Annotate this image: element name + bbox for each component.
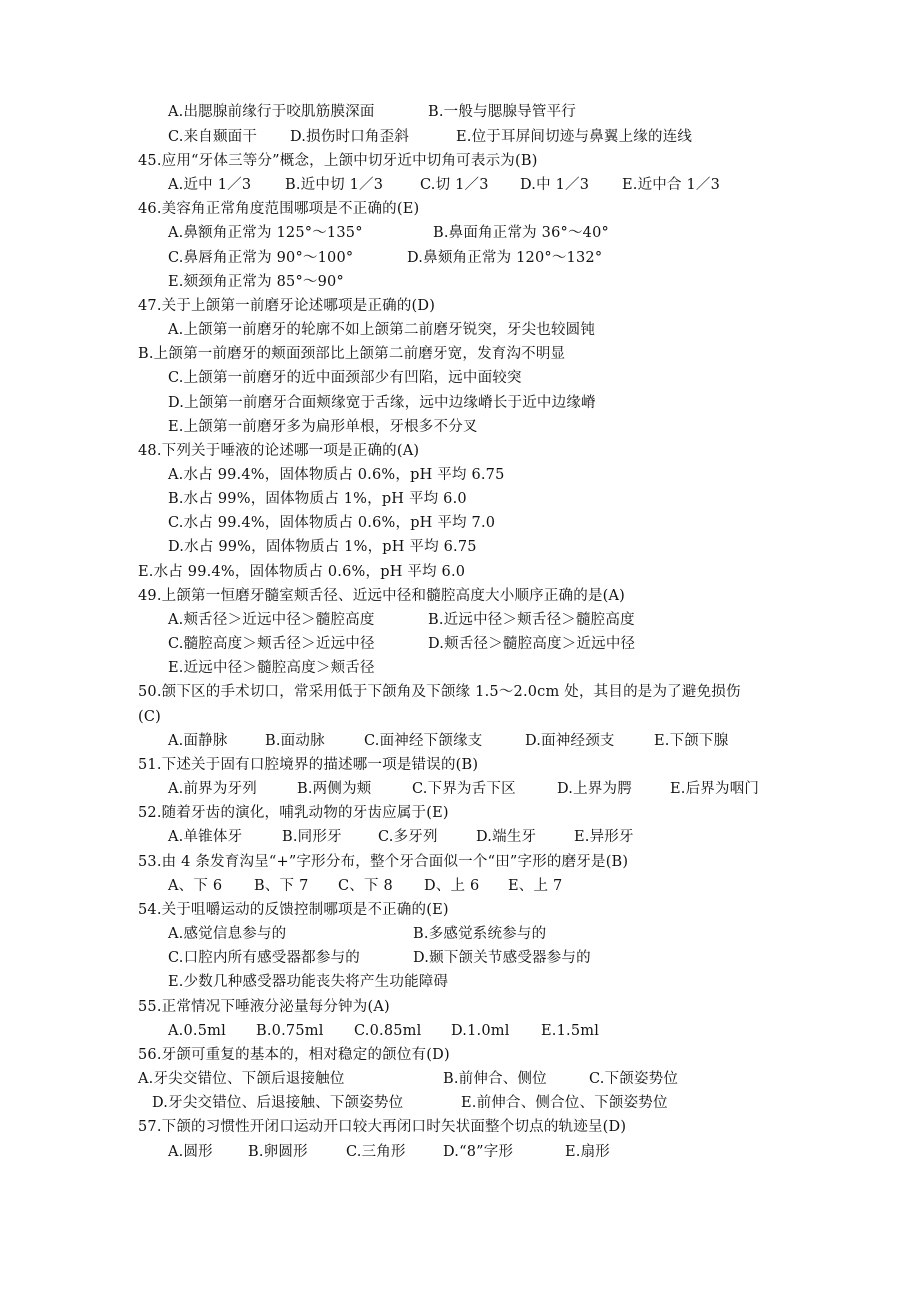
option-text: C.下颌姿势位 xyxy=(589,1071,679,1087)
option-text: A.鼻额角正常为 125°～135° xyxy=(168,225,363,241)
question-text: 48.下列关于唾液的论述哪一项是正确的(A) xyxy=(138,443,420,459)
option-text: C.下界为舌下区 xyxy=(412,781,516,797)
option-text: B.多感觉系统参与的 xyxy=(413,926,547,942)
option-text: A.面静脉 xyxy=(168,733,228,749)
option-text: A、下 6 xyxy=(168,878,223,894)
option-text: E.后界为咽门 xyxy=(670,781,760,797)
option-text: A.圆形 xyxy=(168,1144,213,1160)
option-text: E.异形牙 xyxy=(574,829,634,845)
option-text: A.0.5ml xyxy=(168,1023,226,1039)
option-text: B.卵圆形 xyxy=(248,1144,308,1160)
option-text: C.髓腔高度＞颊舌径＞近远中径 xyxy=(168,636,375,652)
question-text: 51.下述关于固有口腔境界的描述哪一项是错误的(B) xyxy=(138,757,479,773)
option-text: (C) xyxy=(138,709,162,725)
question-text: 50.颌下区的手术切口，常采用低于下颌角及下颌缘 1.5～2.0cm 处，其目的是为了避免损伤 xyxy=(138,684,741,700)
option-text: D.上颌第一前磨牙合面颊缘宽于舌缘，远中边缘嵴长于近中边缘嵴 xyxy=(168,395,596,411)
option-text: C、下 8 xyxy=(338,878,393,894)
option-text: D.损伤时口角歪斜 xyxy=(290,129,410,145)
option-text: A.上颌第一前磨牙的轮廓不如上颌第二前磨牙锐突，牙尖也较圆钝 xyxy=(168,322,596,338)
option-text: C.上颌第一前磨牙的近中面颈部少有凹陷，远中面较突 xyxy=(168,370,522,386)
option-text: D.面神经颈支 xyxy=(525,733,615,749)
option-text: D.1.0ml xyxy=(451,1023,510,1039)
option-text: B.上颌第一前磨牙的颊面颈部比上颌第二前磨牙宽，发育沟不明显 xyxy=(138,346,566,362)
question-text: 47.关于上颌第一前磨牙论述哪项是正确的(D) xyxy=(138,298,436,314)
option-text: A.感觉信息参与的 xyxy=(168,926,287,942)
option-text: B.前伸合、侧位 xyxy=(443,1071,547,1087)
question-text: 56.牙颌可重复的基本的，相对稳定的颌位有(D) xyxy=(138,1047,450,1063)
question-text: 57.下颌的习惯性开闭口运动开口较大再闭口时矢状面整个切点的轨迹呈(D) xyxy=(138,1119,627,1135)
option-text: D.“8”字形 xyxy=(443,1144,514,1160)
option-text: B.近中切 1／3 xyxy=(285,177,384,193)
option-text: A.近中 1／3 xyxy=(168,177,252,193)
option-text: D.水占 99%，固体物质占 1%，pH 平均 6.75 xyxy=(168,539,477,555)
option-text: E、上 7 xyxy=(508,878,563,894)
option-text: B.近远中径＞颊舌径＞髓腔高度 xyxy=(428,612,635,628)
option-text: E.少数几种感受器功能丧失将产生功能障碍 xyxy=(168,974,449,990)
question-text: 46.美容角正常角度范围哪项是不正确的(E) xyxy=(138,201,420,217)
option-text: E.扇形 xyxy=(565,1144,610,1160)
option-text: C.切 1／3 xyxy=(420,177,489,193)
option-text: A.单锥体牙 xyxy=(168,829,243,845)
option-text: D.上界为腭 xyxy=(557,781,632,797)
option-text: D.牙尖交错位、后退接触、下颌姿势位 xyxy=(152,1095,404,1111)
option-text: B.鼻面角正常为 36°～40° xyxy=(433,225,609,241)
option-text: A.水占 99.4%，固体物质占 0.6%，pH 平均 6.75 xyxy=(168,467,505,483)
question-text: 54.关于咀嚼运动的反馈控制哪项是不正确的(E) xyxy=(138,902,449,918)
option-text: D.鼻颏角正常为 120°～132° xyxy=(407,250,603,266)
option-text: D.颊舌径＞髓腔高度＞近远中径 xyxy=(428,636,636,652)
question-text: 55.正常情况下唾液分泌量每分钟为(A) xyxy=(138,999,390,1015)
option-text: E.上颌第一前磨牙多为扁形单根，牙根多不分叉 xyxy=(168,419,478,435)
option-text: D.中 1／3 xyxy=(520,177,590,193)
option-text: C.0.85ml xyxy=(354,1023,422,1039)
question-text: 45.应用“牙体三等分”概念，上颌中切牙近中切角可表示为(B) xyxy=(138,153,538,169)
option-text: E.1.5ml xyxy=(541,1023,600,1039)
option-text: A.牙尖交错位、下颌后退接触位 xyxy=(138,1071,345,1087)
option-text: B.两侧为颊 xyxy=(297,781,372,797)
option-text: D、上 6 xyxy=(424,878,480,894)
option-text: B.面动脉 xyxy=(265,733,325,749)
option-text: E.位于耳屏间切迹与鼻翼上缘的连线 xyxy=(456,129,693,145)
option-text: E.前伸合、侧合位、下颌姿势位 xyxy=(461,1095,668,1111)
option-text: B、下 7 xyxy=(254,878,309,894)
option-text: E.近中合 1／3 xyxy=(622,177,721,193)
option-text: A.颊舌径＞近远中径＞髓腔高度 xyxy=(168,612,375,628)
option-text: C.多牙列 xyxy=(378,829,438,845)
option-text: B.0.75ml xyxy=(256,1023,324,1039)
option-text: C.三角形 xyxy=(346,1144,406,1160)
option-text: E.水占 99.4%，固体物质占 0.6%，pH 平均 6.0 xyxy=(138,564,466,580)
option-text: B.同形牙 xyxy=(282,829,342,845)
option-text: A.前界为牙列 xyxy=(168,781,257,797)
option-text: C.口腔内所有感受器都参与的 xyxy=(168,950,360,966)
option-text: C.面神经下颌缘支 xyxy=(364,733,483,749)
option-text: B.水占 99%，固体物质占 1%，pH 平均 6.0 xyxy=(168,491,467,507)
question-text: 49.上颌第一恒磨牙髓室颊舌径、近远中径和髓腔高度大小顺序正确的是(A) xyxy=(138,588,626,604)
option-text: C.来自颞面干 xyxy=(168,129,258,145)
option-text: E.近远中径＞髓腔高度＞颊舌径 xyxy=(168,660,375,676)
option-text: A.出腮腺前缘行于咬肌筋膜深面 xyxy=(168,104,375,120)
question-text: 52.随着牙齿的演化，哺乳动物的牙齿应属于(E) xyxy=(138,805,449,821)
option-text: D.端生牙 xyxy=(476,829,537,845)
question-text: 53.由 4 条发育沟呈“+”字形分布，整个牙合面似一个“田”字形的磨牙是(B) xyxy=(138,854,629,870)
option-text: E.下颌下腺 xyxy=(654,733,729,749)
option-text: E.颏颈角正常为 85°～90° xyxy=(168,274,344,290)
option-text: C.鼻唇角正常为 90°～100° xyxy=(168,250,354,266)
option-text: D.颞下颌关节感受器参与的 xyxy=(413,950,591,966)
option-text: C.水占 99.4%，固体物质占 0.6%，pH 平均 7.0 xyxy=(168,515,496,531)
option-text: B.一般与腮腺导管平行 xyxy=(428,104,576,120)
